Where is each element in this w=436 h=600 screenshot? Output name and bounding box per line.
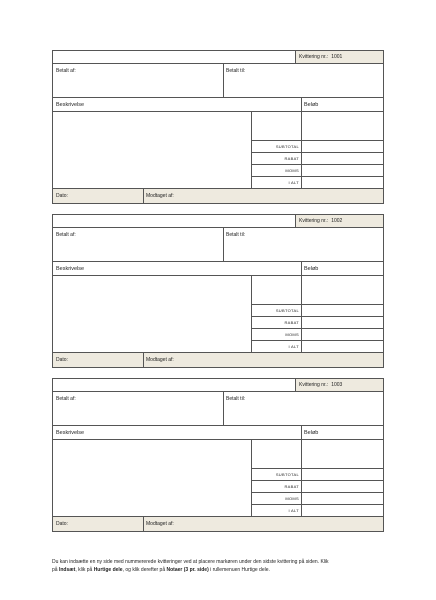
amount-header: Beløb <box>304 102 319 108</box>
vat-label: MOMS <box>285 496 299 501</box>
date-field[interactable]: Dato: <box>56 357 68 363</box>
subtotal-label: SUBTOTAL <box>275 472 299 477</box>
column-header-row <box>53 426 383 440</box>
instructions-part-c: , og klik derefter på <box>122 567 167 573</box>
receipt-1 <box>52 50 384 204</box>
line-items-area[interactable] <box>53 440 383 517</box>
receipt-number: 1003 <box>331 382 343 388</box>
quick-parts-keyword: Hurtige dele <box>93 567 123 573</box>
discount-label: RABAT <box>284 320 299 325</box>
receipt-header-row <box>53 215 383 228</box>
total-label: I ALT <box>288 508 299 513</box>
vat-row[interactable] <box>251 164 383 176</box>
header-divider <box>301 426 302 439</box>
footer-divider <box>143 517 144 531</box>
receipt-header-row <box>53 379 383 392</box>
vat-row[interactable] <box>251 328 383 340</box>
instructions-line-2 <box>52 566 384 574</box>
parties-row <box>53 228 383 262</box>
paid-by-field[interactable]: Betalt af: <box>56 68 76 74</box>
paid-by-field[interactable]: Betalt af: <box>56 232 76 238</box>
line-items-area[interactable] <box>53 276 383 353</box>
column-header-row <box>53 262 383 276</box>
discount-row[interactable] <box>251 480 383 492</box>
parties-divider <box>223 64 224 97</box>
totals-block <box>251 304 383 352</box>
footer-divider <box>143 353 144 367</box>
footer-row <box>53 189 383 203</box>
vat-label: MOMS <box>285 332 299 337</box>
receipt-2 <box>52 214 384 368</box>
instructions-part-a: på <box>52 567 59 573</box>
receipt-number-label: Kvittering nr.: <box>299 218 329 224</box>
vat-row[interactable] <box>251 492 383 504</box>
insert-keyword: Indsæt <box>58 567 76 573</box>
line-items-area[interactable] <box>53 112 383 189</box>
total-row[interactable] <box>251 176 383 188</box>
description-header: Beskrivelse <box>56 102 85 108</box>
receipt-3 <box>52 378 384 532</box>
parties-divider <box>223 228 224 261</box>
date-field[interactable]: Dato: <box>56 193 68 199</box>
amount-header: Beløb <box>304 430 319 436</box>
instructions-part-b: , klik på <box>75 567 94 573</box>
parties-divider <box>223 392 224 425</box>
column-header-row <box>53 98 383 112</box>
subtotal-row[interactable] <box>251 304 383 316</box>
receipt-number-label: Kvittering nr.: <box>299 54 329 60</box>
date-field[interactable]: Dato: <box>56 521 68 527</box>
subtotal-row[interactable] <box>251 140 383 152</box>
discount-label: RABAT <box>284 156 299 161</box>
header-divider <box>301 262 302 275</box>
footer-row <box>53 353 383 367</box>
header-divider <box>301 98 302 111</box>
footer-row <box>53 517 383 531</box>
subtotal-row[interactable] <box>251 468 383 480</box>
receipt-number: 1002 <box>331 218 343 224</box>
paid-to-field[interactable]: Betalt til: <box>226 232 246 238</box>
parties-row <box>53 64 383 98</box>
description-header: Beskrivelse <box>56 266 85 272</box>
amount-header: Beløb <box>304 266 319 272</box>
paid-to-field[interactable]: Betalt til: <box>226 396 246 402</box>
received-by-field[interactable]: Modtaget af: <box>146 193 174 199</box>
receipt-number-box[interactable] <box>295 51 383 63</box>
parties-row <box>53 392 383 426</box>
totals-block <box>251 468 383 516</box>
description-header: Beskrivelse <box>56 430 85 436</box>
total-label: I ALT <box>288 344 299 349</box>
receipt-number: 1001 <box>331 54 343 60</box>
discount-row[interactable] <box>251 316 383 328</box>
notes-keyword: Notaer (3 pr. side) <box>166 567 209 573</box>
totals-block <box>251 140 383 188</box>
total-label: I ALT <box>288 180 299 185</box>
receipt-number-label: Kvittering nr.: <box>299 382 329 388</box>
paid-to-field[interactable]: Betalt til: <box>226 68 246 74</box>
instructions-line-1: Du kan indsætte en ny side med nummererede kvitteringer ved at placere markøren under den sidste kvittering på siden. Klik <box>52 559 329 565</box>
subtotal-label: SUBTOTAL <box>275 144 299 149</box>
paid-by-field[interactable]: Betalt af: <box>56 396 76 402</box>
instructions-part-d: i rullemenuen Hurtige dele. <box>208 567 270 573</box>
vat-label: MOMS <box>285 168 299 173</box>
discount-row[interactable] <box>251 152 383 164</box>
receipt-number-box[interactable] <box>295 379 383 391</box>
subtotal-label: SUBTOTAL <box>275 308 299 313</box>
instructions-text <box>52 558 384 574</box>
receipt-number-box[interactable] <box>295 215 383 227</box>
footer-divider <box>143 189 144 203</box>
receipt-header-row <box>53 51 383 64</box>
total-row[interactable] <box>251 504 383 516</box>
discount-label: RABAT <box>284 484 299 489</box>
total-row[interactable] <box>251 340 383 352</box>
received-by-field[interactable]: Modtaget af: <box>146 521 174 527</box>
received-by-field[interactable]: Modtaget af: <box>146 357 174 363</box>
